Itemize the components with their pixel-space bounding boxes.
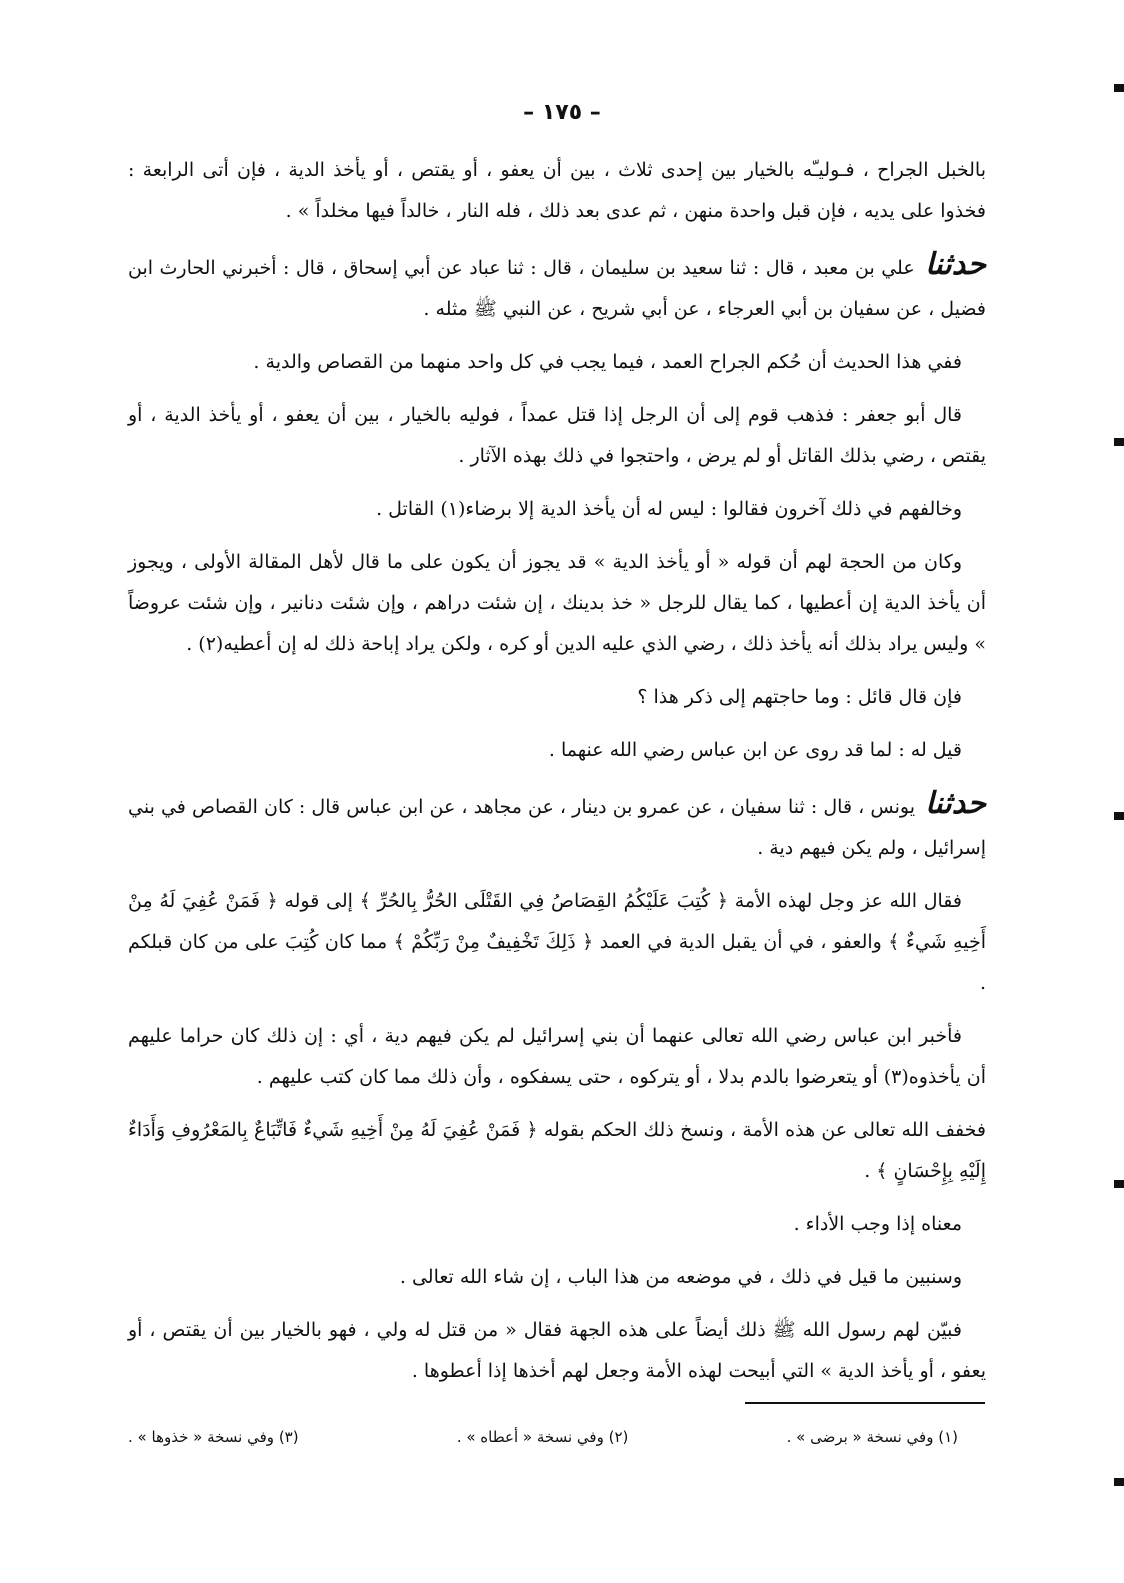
footnote-3: (٣) وفي نسخة « خذوها » . [128,1428,299,1446]
main-text [128,150,986,1404]
paragraph-1: بالخبل الجراح ، فـوليـّه بالخيار بين إحدى ثلاث ، بين أن يعفو ، أو يقتص ، أو يأخذ الدية ، فإن أتى الرابعة : فخذوا على يديه ، فإن قبل واحدة منهن ، ثم عدى بعد ذلك ، فله النار ، خالداً فيها مخلداً » . [128,159,986,222]
haddathana-heading: حدثنا [925,786,986,821]
footnotes [128,1428,958,1446]
footnote-2: (٢) وفي نسخة « أعطاه » . [456,1428,629,1446]
paragraph-8: قيل له : لما قد روى عن ابن عباس رضي الله عنهما . [548,739,962,761]
paragraph-9 [128,783,986,869]
paragraph-9-text: يونس ، قال : ثنا سفيان ، عن عمرو بن دينار ، عن مجاهد ، عن ابن عباس قال : كان القصاص في بني إسرائيل ، ولم يكن فيهم دية . [128,796,986,859]
footnote-1: (١) وفي نسخة « برضى » . [786,1428,958,1446]
margin-mark [1114,84,1124,92]
paragraph-7: فإن قال قائل : وما حاجتهم إلى ذكر هذا ؟ [637,686,962,708]
margin-mark [1114,438,1124,446]
page-number: – ١٧٥ – [523,100,601,125]
margin-mark [1114,1478,1124,1486]
haddathana-heading: حدثنا [925,247,986,282]
margin-mark [1114,812,1124,820]
paragraph-10: فقال الله عز وجل لهذه الأمة ﴿ كُتِبَ عَلَيْكُمُ القِصَاصُ فِي القَتْلَى الحُرُّ بِالحُرِّ ﴾ إلى قوله ﴿ فَمَنْ عُفِيَ لَهُ مِنْ أَخِيهِ شَيءٌ ﴾ والعفو ، في أن يقبل الدية في العمد ﴿ ذَلِكَ تَخْفِيفٌ مِنْ رَبِّكُمْ ﴾ مما كان كُتِبَ على من كان قبلكم . [128,890,986,994]
paragraph-2 [128,244,986,330]
margin-mark [1114,1180,1124,1188]
paragraph-5: وخالفهم في ذلك آخرون فقالوا : ليس له أن يأخذ الدية إلا برضاء(١) القاتل . [376,498,962,520]
paragraph-2-text: علي بن معبد ، قال : ثنا سعيد بن سليمان ، قال : ثنا عباد عن أبي إسحاق ، قال : أخبرني الحارث ابن فضيل ، عن سفيان بن أبي العرجاء ، عن أبي شريح ، عن النبي ﷺ مثله . [128,257,986,320]
paragraph-11: فأخبر ابن عباس رضي الله تعالى عنهما أن بني إسرائيل لم يكن فيهم دية ، أي : إن ذلك كان حراما عليهم أن يأخذوه(٣) أو يتعرضوا بالدم بدلا ، أو يتركوه ، حتى يسفكوه ، وأن ذلك مما كان كتب عليهم . [128,1025,986,1088]
paragraph-3: ففي هذا الحديث أن حُكم الجراح العمد ، فيما يجب في كل واحد منهما من القصاص والدية . [253,351,962,373]
footnote-divider [745,1402,985,1404]
paragraph-6: وكان من الحجة لهم أن قوله « أو يأخذ الدية » قد يجوز أن يكون على ما قال لأهل المقالة الأولى ، ويجوز أن يأخذ الدية إن أعطيها ، كما يقال للرجل « خذ بدينك ، إن شئت دراهم ، وإن شئت دنانير ، وإن شئت عروضاً » وليس يراد بذلك أنه يأخذ ذلك ، رضي الذي عليه الدين أو كره ، ولكن يراد إباحة ذلك له إن أعطيه(٢) . [128,551,986,655]
paragraph-13: معناه إذا وجب الأداء . [793,1213,962,1235]
paragraph-15: فبيّن لهم رسول الله ﷺ ذلك أيضاً على هذه الجهة فقال « من قتل له ولي ، فهو بالخيار بين أن يقتص ، أو يعفو ، أو يأخذ الدية » التي أبيحت لهذه الأمة وجعل لهم أخذها إذا أعطوها . [128,1319,986,1382]
paragraph-14: وسنبين ما قيل في ذلك ، في موضعه من هذا الباب ، إن شاء الله تعالى . [399,1266,962,1288]
paragraph-4: قال أبو جعفر : فذهب قوم إلى أن الرجل إذا قتل عمداً ، فوليه بالخيار ، بين أن يعفو ، أو يأخذ الدية ، أو يقتص ، رضي بذلك القاتل أو لم يرض ، واحتجوا في ذلك بهذه الآثار . [128,404,986,467]
paragraph-12: فخفف الله تعالى عن هذه الأمة ، ونسخ ذلك الحكم بقوله ﴿ فَمَنْ عُفِيَ لَهُ مِنْ أَخِيهِ شَيءٌ فَاتِّبَاعٌ بِالمَعْرُوفِ وَأَدَاءٌ إِلَيْهِ بِإِحْسَانٍ ﴾ . [128,1119,986,1182]
